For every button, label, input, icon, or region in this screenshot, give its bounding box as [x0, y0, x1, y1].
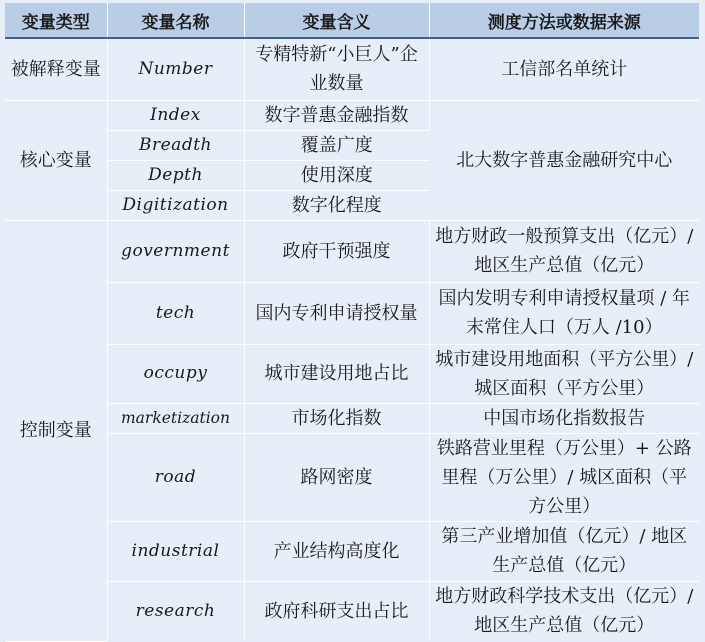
header-measurement-source: 测度方法或数据来源	[429, 3, 699, 38]
var-meaning-marketization: 市场化指数	[244, 403, 429, 433]
table-row	[5, 403, 699, 433]
table-row	[5, 521, 699, 581]
var-meaning-government: 政府干预强度	[244, 220, 429, 282]
table-row	[5, 282, 699, 344]
var-meaning-number: 专精特新“小巨人”企业数量	[244, 38, 429, 100]
var-source-tech: 国内发明专利申请授权量项 / 年末常住人口（万人 /10）	[429, 282, 699, 344]
header-variable-meaning: 变量含义	[244, 3, 429, 38]
var-source-road: 铁路营业里程（万公里）+ 公路里程（万公里）/ 城区面积（平方公里）	[429, 433, 699, 521]
variable-definition-table	[5, 3, 699, 642]
var-meaning-depth: 使用深度	[244, 160, 429, 190]
var-name-road: road	[107, 433, 244, 521]
var-name-depth: Depth	[107, 160, 244, 190]
var-source-occupy: 城市建设用地面积（平方公里）/ 城区面积（平方公里）	[429, 344, 699, 403]
var-source-research: 地方财政科学技术支出（亿元）/ 地区生产总值（亿元）	[435, 586, 694, 637]
var-meaning-tech: 国内专利申请授权量	[244, 282, 429, 344]
var-name-research: research	[107, 581, 244, 641]
var-meaning-industrial: 产业结构高度化	[244, 521, 429, 581]
var-name-industrial: industrial	[107, 521, 244, 581]
var-source-industrial: 第三产业增加值（亿元）/ 地区生产总值（亿元）	[429, 521, 699, 581]
var-meaning-index: 数字普惠金融指数	[244, 100, 429, 130]
var-name-occupy: occupy	[107, 344, 244, 403]
var-name-marketization: marketization	[107, 403, 244, 433]
table-row	[5, 433, 699, 521]
header-variable-type: 变量类型	[5, 3, 107, 38]
var-name-breadth: Breadth	[107, 130, 244, 160]
var-source-government: 地方财政一般预算支出（亿元）/ 地区生产总值（亿元）	[429, 220, 699, 282]
var-meaning-digitization: 数字化程度	[244, 190, 429, 220]
table-row	[5, 344, 699, 403]
table-row	[5, 581, 699, 641]
var-name-number: Number	[107, 38, 244, 100]
var-name-government: government	[107, 220, 244, 282]
group-core: 核心变量	[5, 100, 107, 220]
var-meaning-research: 政府科研支出占比	[244, 581, 429, 641]
var-source-marketization: 中国市场化指数报告	[429, 403, 699, 433]
group-control: 控制变量	[5, 220, 107, 641]
var-name-index: Index	[107, 100, 244, 130]
header-variable-name: 变量名称	[107, 3, 244, 38]
var-name-digitization: Digitization	[107, 190, 244, 220]
table-row	[5, 38, 699, 100]
var-meaning-occupy: 城市建设用地占比	[244, 344, 429, 403]
var-name-tech: tech	[107, 282, 244, 344]
table-row	[5, 100, 699, 130]
header-row	[5, 3, 699, 38]
table-row	[5, 220, 699, 282]
core-source: 北大数字普惠金融研究中心	[429, 100, 699, 220]
var-meaning-road: 路网密度	[244, 433, 429, 521]
var-source-number: 工信部名单统计	[429, 38, 699, 100]
group-explained: 被解释变量	[5, 38, 107, 100]
var-meaning-breadth: 覆盖广度	[244, 130, 429, 160]
